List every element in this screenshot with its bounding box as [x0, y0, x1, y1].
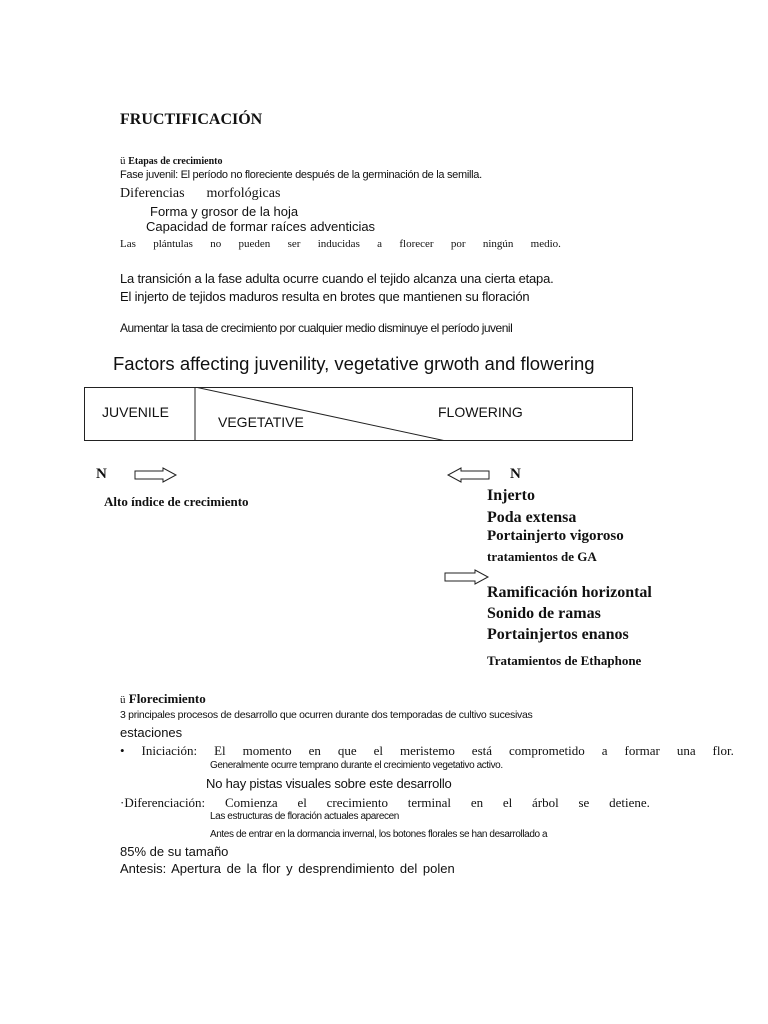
- left-factor: Alto índice de crecimiento: [104, 494, 249, 509]
- factor-vigorous-rootstock: Portainjerto vigoroso: [487, 528, 624, 544]
- word: una: [676, 743, 696, 758]
- word: el: [502, 795, 513, 810]
- check-bullet-icon: ü: [120, 155, 126, 167]
- section-flowering: [120, 691, 206, 707]
- word: meristemo: [399, 743, 455, 758]
- word: Iniciación:: [141, 743, 198, 758]
- factor-ga: tratamientos de GA: [487, 549, 597, 564]
- flowering-intro: 3 principales procesos de desarrollo que ocurren durante dos temporadas de cultivo sucesivas: [120, 709, 533, 721]
- factor-dwarf-rootstocks: Portainjertos enanos: [487, 626, 629, 643]
- word: el: [297, 795, 307, 810]
- bullet-icon: •: [120, 743, 125, 758]
- word: en: [308, 743, 321, 758]
- initiation-note: Generalmente ocurre temprano durante el crecimiento vegetativo activo.: [210, 760, 503, 771]
- right-n-label: N: [510, 466, 521, 482]
- flowering-label: FLOWERING: [438, 404, 523, 420]
- growth-rate-text: Aumentar la tasa de crecimiento por cualquier medio disminuye el período juvenil: [120, 321, 513, 335]
- word: El: [214, 743, 226, 758]
- word: ser: [287, 238, 301, 250]
- word: a: [601, 743, 608, 758]
- word: árbol: [532, 795, 559, 810]
- morph-word: morfológicas: [206, 186, 281, 201]
- word: florecer: [399, 238, 434, 250]
- word: en: [470, 795, 484, 810]
- morph-item-leaf: Forma y grosor de la hoja: [150, 204, 299, 219]
- word: terminal: [407, 795, 452, 810]
- size-percent-text: 85% de su tamaño: [120, 844, 229, 859]
- factor-horizontal-branching: Ramificación horizontal: [487, 584, 652, 601]
- diff-note-2: Antes de entrar en la dormancia invernal, los botones florales se han desarrollado a: [210, 829, 548, 840]
- juvenile-phase-text: Fase juvenil: El período no floreciente después de la germinación de la semilla.: [120, 169, 482, 181]
- morph-word: Diferencias: [120, 186, 185, 201]
- word: flor.: [712, 743, 734, 758]
- left-n-label: N: [96, 466, 107, 482]
- word: no: [210, 238, 222, 250]
- figure-title: Factors affecting juvenility, vegetative grwoth and flowering: [113, 353, 595, 374]
- morph-diff-label: [120, 186, 280, 202]
- word: se: [578, 795, 590, 810]
- word: detiene.: [609, 795, 650, 810]
- differentiation-line: [120, 795, 650, 811]
- word: por: [450, 238, 466, 250]
- diff-note-1: Las estructuras de floración actuales aparecen: [210, 811, 399, 822]
- initiation-line: [120, 743, 734, 759]
- check-bullet-icon: ü: [120, 694, 126, 706]
- phase-diagram-box: [84, 387, 633, 441]
- word: comprometido: [508, 743, 585, 758]
- word: formar: [624, 743, 660, 758]
- right-arrow-icon: [444, 569, 490, 585]
- vegetative-label: VEGETATIVE: [218, 414, 304, 430]
- juvenile-label: JUVENILE: [102, 404, 169, 420]
- word: a: [377, 238, 383, 250]
- factor-pruning: Poda extensa: [487, 509, 577, 526]
- word: pueden: [238, 238, 271, 250]
- word: que: [337, 743, 357, 758]
- word: crecimiento: [326, 795, 388, 810]
- factor-branch-sound: Sonido de ramas: [487, 605, 601, 622]
- section-growth-stages: [120, 155, 223, 167]
- word: inducidas: [317, 238, 360, 250]
- seedlings-text: [120, 238, 561, 250]
- section-title: Florecimiento: [128, 691, 206, 706]
- word: Las: [120, 238, 136, 250]
- right-arrow-icon: [134, 467, 178, 483]
- flowering-intro-cont: estaciones: [120, 725, 183, 740]
- word: ·Diferenciación:: [120, 795, 206, 810]
- factor-graft: Injerto: [487, 487, 535, 504]
- section-title: Etapas de crecimiento: [128, 156, 223, 167]
- no-clues-text: No hay pistas visuales sobre este desarrollo: [206, 776, 452, 791]
- graft-text: El injerto de tejidos maduros resulta en brotes que mantienen su floración: [120, 289, 530, 304]
- factor-ethephon: Tratamientos de Ethaphone: [487, 653, 642, 668]
- transition-text: La transición a la fase adulta ocurre cuando el tejido alcanza una cierta etapa.: [120, 271, 554, 286]
- word: plántulas: [153, 238, 193, 250]
- morph-item-roots: Capacidad de formar raíces adventicias: [146, 219, 376, 234]
- word: Comienza: [224, 795, 278, 810]
- page-title: FRUCTIFICACIÓN: [120, 111, 263, 128]
- left-arrow-icon: [446, 467, 490, 483]
- word: momento: [242, 743, 292, 758]
- word: ningún: [482, 238, 514, 250]
- anthesis-text: Antesis: Apertura de la flor y desprendimiento del polen: [120, 861, 455, 876]
- word: está: [471, 743, 493, 758]
- word: medio.: [530, 238, 561, 250]
- word: el: [373, 743, 383, 758]
